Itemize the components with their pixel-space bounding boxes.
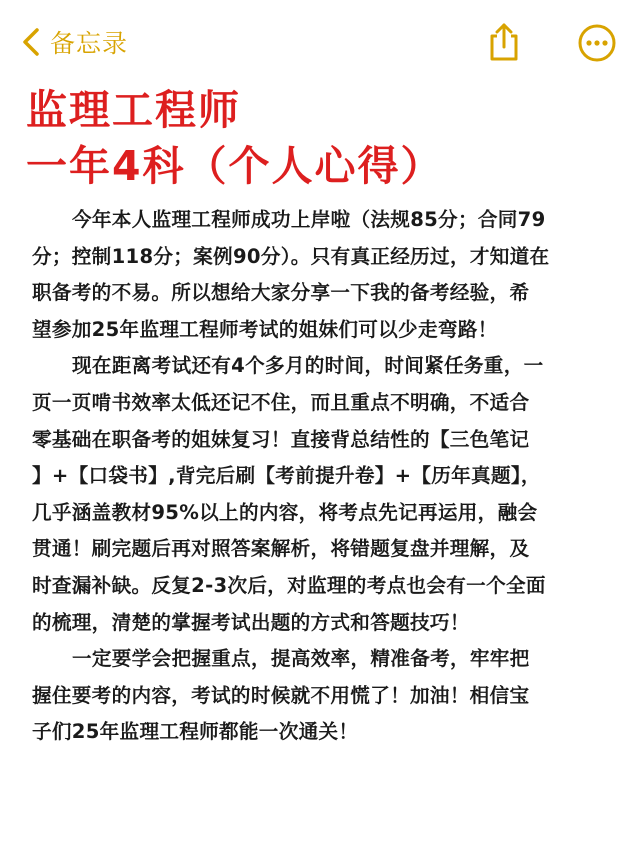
note-line: 子们25年监理工程师都能一次通关！: [32, 720, 359, 744]
note-line: 望参加25年监理工程师考试的姐妹们可以少走弯路！: [32, 317, 498, 341]
note-line: 贯通！刷完题后再对照答案解析，将错题复盘并理解，及: [32, 537, 530, 561]
note-line: 分；控制118分；案例90分）。只有真正经历过，才知道在: [32, 244, 550, 268]
note-title-line-2: 一年4科（个人心得）: [26, 142, 444, 190]
note-line: 零基础在职备考的姐妹复习！直接背总结性的【三色笔记: [32, 427, 530, 451]
note-line: 的梳理，清楚的掌握考试出题的方式和答题技巧！: [32, 610, 470, 634]
back-label: 备忘录: [50, 29, 129, 58]
note-line: 时查漏补缺。反复2-3次后，对监理的考点也会有一个全面: [32, 573, 546, 597]
share-icon: [486, 22, 522, 62]
back-button[interactable]: [20, 24, 128, 60]
note-line: 职备考的不易。所以想给大家分享一下我的备考经验，希: [32, 281, 530, 305]
more-icon: [577, 23, 617, 63]
note-body: [32, 202, 616, 751]
note-title-line-1: 监理工程师: [26, 86, 241, 134]
note-line: 页一页啃书效率太低还记不住，而且重点不明确，不适合: [32, 390, 530, 414]
chevron-left-icon: [20, 27, 42, 57]
note-line: 一定要学会把握重点，提高效率，精准备考，牢牢把: [72, 647, 530, 671]
note-title: [26, 82, 626, 194]
note-line: 现在距离考试还有4个多月的时间，时间紧任务重，一: [72, 354, 544, 378]
share-button[interactable]: [486, 22, 522, 62]
note-line: 几乎涵盖教材95%以上的内容，将考点先记再运用，融会: [32, 500, 538, 524]
note-line: 今年本人监理工程师成功上岸啦（法规85分；合同79: [72, 208, 546, 231]
note-line: 】+【口袋书】,背完后刷【考前提升卷】+【历年真题】，: [32, 464, 541, 488]
top-nav-bar: [0, 0, 640, 84]
note-line: 握住要考的内容，考试的时候就不用慌了！加油！相信宝: [32, 683, 530, 707]
more-button[interactable]: [577, 23, 617, 63]
